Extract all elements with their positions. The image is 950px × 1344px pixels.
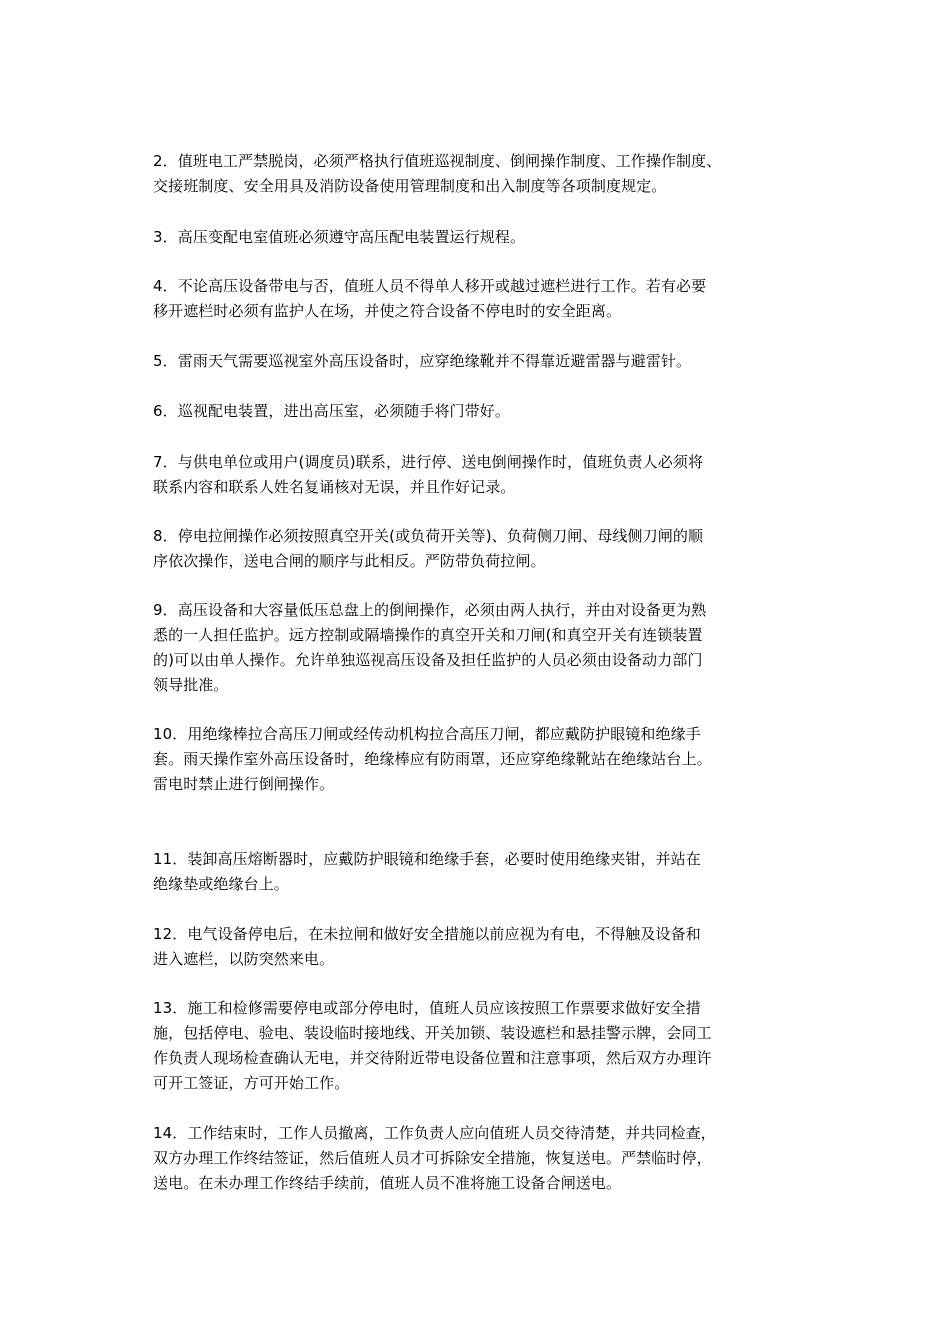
paragraph-line: 双方办理工作终结签证，然后值班人员才可拆除安全措施，恢复送电。严禁临时停，: [153, 1149, 712, 1167]
paragraph-line: 的)可以由单人操作。允许单独巡视高压设备及担任监护的人员必须由设备动力部门: [153, 651, 703, 669]
paragraph-line: 序依次操作，送电合闸的顺序与此相反。严防带负荷拉闸。: [153, 552, 546, 570]
paragraph-line: 可开工签证，方可开始工作。: [153, 1074, 350, 1092]
paragraph-line: 13．施工和检修需要停电或部分停电时，值班人员应该按照工作票要求做好安全措: [153, 999, 701, 1017]
paragraph-7: [153, 450, 813, 500]
paragraph-line: 2．值班电工严禁脱岗，必须严格执行值班巡视制度、倒闸操作制度、工作操作制度、: [153, 152, 722, 170]
paragraph-5: [153, 349, 813, 374]
paragraph-11: [153, 847, 813, 897]
paragraph-line: 领导批准。: [153, 676, 229, 694]
paragraph-line: 8．停电拉闸操作必须按照真空开关(或负荷开关等)、负荷侧刀闸、母线侧刀闸的顺: [153, 527, 704, 545]
paragraph-14: [153, 1121, 813, 1196]
paragraph-line: 12．电气设备停电后，在未拉闸和做好安全措施以前应视为有电，不得触及设备和: [153, 925, 701, 943]
paragraph-line: 14．工作结束时，工作人员撤离，工作负责人应向值班人员交待清楚，并共同检查，: [153, 1124, 716, 1142]
paragraph-9: [153, 598, 813, 698]
paragraph-line: 6．巡视配电装置，进出高压室，必须随手将门带好。: [153, 402, 510, 420]
paragraph-line: 雷电时禁止进行倒闸操作。: [153, 775, 335, 793]
paragraph-line: 施，包括停电、验电、装设临时接地线、开关加锁、装设遮栏和悬挂警示牌，会同工: [153, 1024, 712, 1042]
paragraph-4: [153, 274, 813, 324]
paragraph-line: 绝缘垫或绝缘台上。: [153, 875, 289, 893]
paragraph-10: [153, 722, 813, 797]
paragraph-12: [153, 922, 813, 972]
paragraph-line: 11．装卸高压熔断器时，应戴防护眼镜和绝缘手套，必要时使用绝缘夹钳，并站在: [153, 850, 701, 868]
paragraph-2: [153, 149, 813, 199]
paragraph-line: 送电。在未办理工作终结手续前，值班人员不准将施工设备合闸送电。: [153, 1174, 622, 1192]
paragraph-13: [153, 996, 813, 1096]
paragraph-line: 进入遮栏，以防突然来电。: [153, 950, 335, 968]
paragraph-line: 3．高压变配电室值班必须遵守高压配电装置运行规程。: [153, 228, 526, 246]
paragraph-line: 9．高压设备和大容量低压总盘上的倒闸操作，必须由两人执行，并由对设备更为熟: [153, 601, 707, 619]
paragraph-line: 5．雷雨天气需要巡视室外高压设备时，应穿绝缘靴并不得靠近避雷器与避雷针。: [153, 352, 692, 370]
paragraph-8: [153, 524, 813, 574]
paragraph-line: 作负责人现场检查确认无电，并交待附近带电设备位置和注意事项，然后双方办理许: [153, 1049, 712, 1067]
paragraph-line: 7．与供电单位或用户(调度员)联系，进行停、送电倒闸操作时，值班负责人必须将: [153, 453, 704, 471]
paragraph-6: [153, 399, 813, 424]
paragraph-line: 套。雨天操作室外高压设备时，绝缘棒应有防雨罩，还应穿绝缘靴站在绝缘站台上。: [153, 750, 712, 768]
paragraph-3: [153, 225, 813, 250]
paragraph-line: 4．不论高压设备带电与否，值班人员不得单人移开或越过遮栏进行工作。若有必要: [153, 277, 707, 295]
paragraph-line: 移开遮栏时必须有监护人在场，并使之符合设备不停电时的安全距离。: [153, 302, 622, 320]
paragraph-line: 10．用绝缘棒拉合高压刀闸或经传动机构拉合高压刀闸，都应戴防护眼镜和绝缘手: [153, 725, 701, 743]
paragraph-line: 悉的一人担任监护。远方控制或隔墙操作的真空开关和刀闸(和真空开关有连锁装置: [153, 626, 703, 644]
paragraph-line: 联系内容和联系人姓名复诵核对无误，并且作好记录。: [153, 478, 516, 496]
paragraph-line: 交接班制度、安全用具及消防设备使用管理制度和出入制度等各项制度规定。: [153, 177, 667, 195]
